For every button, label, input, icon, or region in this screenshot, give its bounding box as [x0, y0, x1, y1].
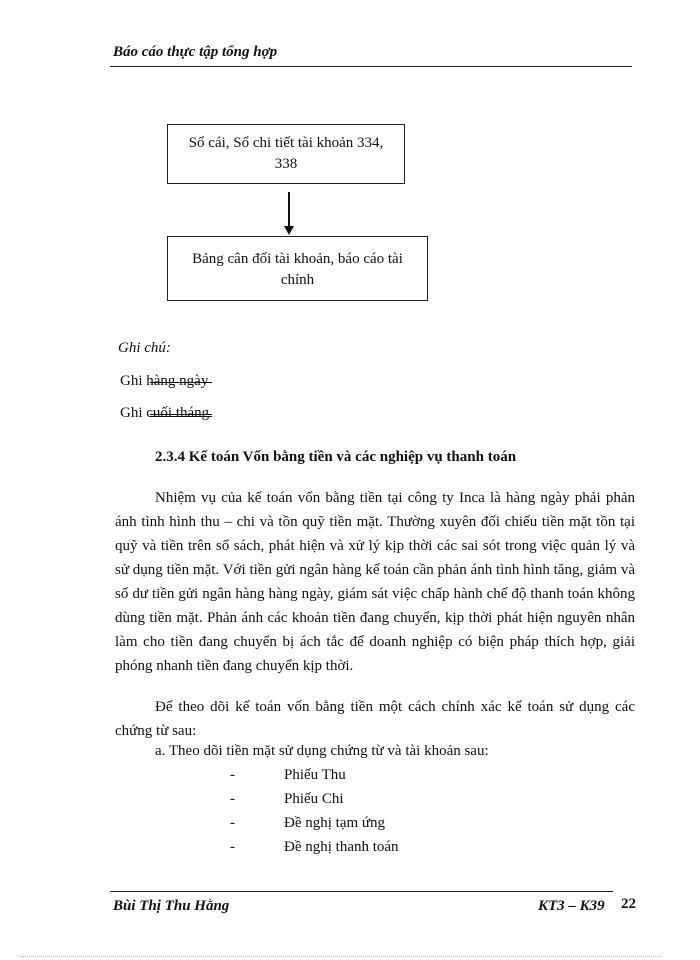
- paragraph-1: Nhiệm vụ của kế toán vốn bằng tiền tại công ty Inca là hàng ngày phải phản ánh tình hình thu – chi và tồn quỹ tiền mặt. Thường xuyên đối chiếu tiền mặt tồn tại quỹ và tiền trên sổ sách, phát hiện và xử lý kịp thời các sai sót trong việc quản lý và sử dụng tiền mặt. Với tiền gửi ngân hàng kế toán cần phản ánh tình hình tăng, giảm và số dư tiền gửi ngân hàng hàng ngày, giám sát việc chấp hành chế độ thanh toán không dùng tiền mặt. Phản ánh các khoản tiền đang chuyển, kịp thời phát hiện nguyên nhân làm cho tiền đang chuyển bị ách tắc để doanh nghiệp có biện pháp thích hợp, giải phóng nhanh tiền đang chuyển kịp thời.: [115, 490, 635, 674]
- legend-daily-line: [150, 382, 212, 383]
- diagram-box-ledger: [167, 124, 405, 184]
- legend-daily: Ghi hàng ngày: [120, 373, 209, 389]
- list-item: [230, 815, 385, 832]
- list-dash: -: [230, 767, 235, 783]
- section-heading: 2.3.4 Kế toán Vốn bằng tiền và các nghiệp vụ thanh toán: [155, 449, 517, 465]
- diagram-box-balance: [167, 236, 428, 301]
- list-item-text: Phiếu Chi: [284, 791, 344, 807]
- legend-label: Ghi chú:: [118, 340, 171, 356]
- paragraph-2: Để theo dõi kế toán vốn bằng tiền một cách chính xác kế toán sử dụng các chứng từ sau:: [115, 699, 635, 739]
- list-item-text: Phiếu Thu: [284, 767, 346, 783]
- page-number: 22: [621, 896, 636, 912]
- diagram-box-ledger-line2: 338: [274, 156, 298, 172]
- diagram-arrow: [288, 192, 290, 228]
- list-item: [230, 767, 346, 784]
- footer-divider: [110, 891, 613, 892]
- diagram-arrow-head: [284, 226, 294, 235]
- header-divider: [110, 66, 632, 67]
- diagram-box-ledger-line1: Sổ cái, Sổ chi tiết tài khoản 334,: [188, 135, 384, 151]
- legend-monthly-line: [150, 414, 212, 415]
- diagram-box-balance-line2: chính: [280, 272, 315, 288]
- footer-author: Bùi Thị Thu Hằng: [113, 898, 230, 914]
- legend-monthly-line-double: [150, 416, 212, 417]
- list-item-text: Đề nghị thanh toán: [284, 839, 399, 855]
- list-dash: -: [230, 791, 235, 807]
- list-dash: -: [230, 839, 235, 855]
- list-dash: -: [230, 815, 235, 831]
- diagram-box-balance-line1: Bảng cân đối tài khoản, báo cáo tài: [192, 251, 403, 267]
- list-item-a: a. Theo dõi tiền mặt sử dụng chứng từ và tài khoản sau:: [155, 743, 489, 759]
- page-bottom-border: [20, 956, 660, 957]
- page-header-title: Báo cáo thực tập tổng hợp: [113, 44, 278, 60]
- list-item: [230, 839, 399, 856]
- legend-monthly: Ghi cuối tháng: [120, 405, 210, 421]
- footer-class: KT3 – K39: [538, 898, 605, 914]
- list-item: [230, 791, 344, 808]
- list-item-text: Đề nghị tạm ứng: [284, 815, 386, 831]
